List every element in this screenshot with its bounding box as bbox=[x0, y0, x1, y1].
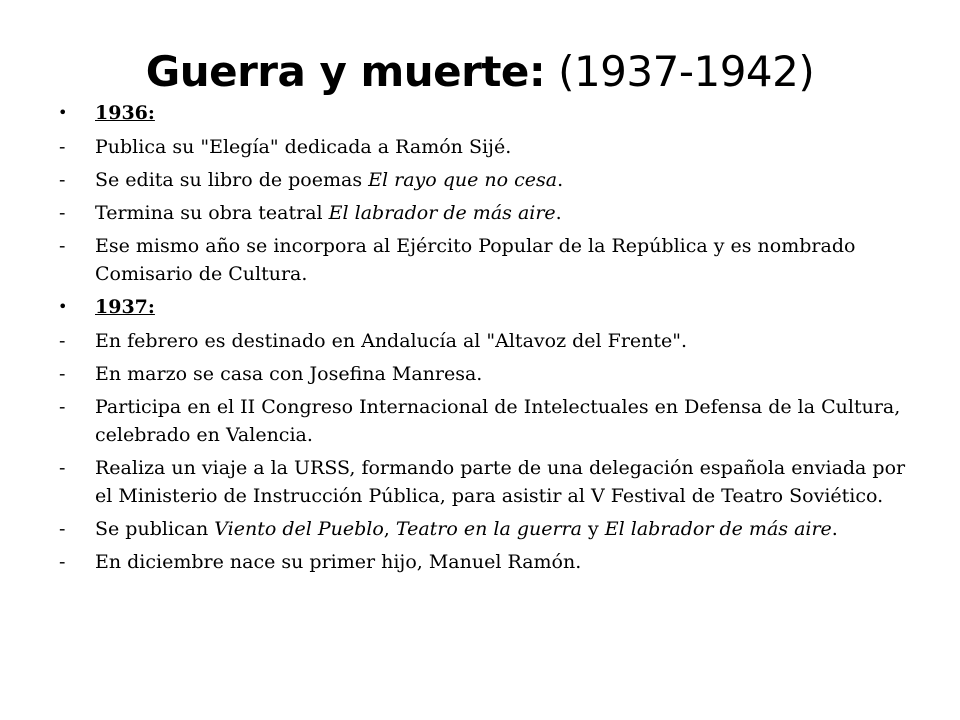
year-heading-1937 bbox=[58, 293, 908, 321]
item-text: En marzo se casa con Josefina Manresa. bbox=[95, 363, 483, 385]
item-text: . bbox=[555, 202, 562, 224]
play-title: El labrador de más aire bbox=[604, 518, 832, 540]
list-item bbox=[58, 327, 908, 355]
item-text: . bbox=[557, 169, 564, 191]
item-text: Realiza un viaje a la URSS, formando parte de una delegación española enviada por el Ministerio de Instrucción Pública, para asistir al V Festival de Teatro Soviético. bbox=[95, 457, 906, 507]
list-item bbox=[58, 548, 908, 576]
list-item bbox=[58, 232, 908, 288]
book-title: Teatro en la guerra bbox=[395, 518, 582, 540]
dash-icon: - bbox=[59, 396, 66, 418]
list-item bbox=[58, 454, 908, 510]
book-title: El rayo que no cesa bbox=[368, 169, 558, 191]
dash-icon: - bbox=[59, 202, 66, 224]
year-label: 1937: bbox=[95, 296, 155, 318]
list-item bbox=[58, 393, 908, 449]
title-years: (1937-1942) bbox=[558, 47, 815, 96]
list-item bbox=[58, 166, 908, 194]
list-item bbox=[58, 515, 908, 543]
title-main: Guerra y muerte: bbox=[145, 47, 546, 96]
item-text: . bbox=[831, 518, 838, 540]
dash-icon: - bbox=[59, 136, 66, 158]
item-text: Se edita su libro de poemas bbox=[95, 169, 369, 191]
list-item bbox=[58, 199, 908, 227]
year-heading-1936 bbox=[58, 99, 908, 127]
list-item bbox=[58, 133, 908, 161]
play-title: El labrador de más aire bbox=[328, 202, 556, 224]
item-text: En febrero es destinado en Andalucía al "Altavoz del Frente". bbox=[95, 330, 688, 352]
dash-icon: - bbox=[59, 169, 66, 191]
dash-icon: - bbox=[59, 551, 66, 573]
bullet-icon: • bbox=[58, 297, 68, 316]
bullet-icon: • bbox=[58, 103, 68, 122]
slide-title bbox=[0, 44, 960, 100]
item-text: En diciembre nace su primer hijo, Manuel Ramón. bbox=[95, 551, 582, 573]
dash-icon: - bbox=[59, 235, 66, 257]
item-text: Termina su obra teatral bbox=[95, 202, 329, 224]
book-title: Viento del Pueblo bbox=[214, 518, 384, 540]
item-text: Participa en el II Congreso Internacional de Intelectuales en Defensa de la Cultura, celebrado en Valencia. bbox=[95, 396, 901, 446]
dash-icon: - bbox=[59, 363, 66, 385]
item-text: , bbox=[383, 518, 396, 540]
slide-content bbox=[58, 95, 908, 581]
item-text: y bbox=[581, 518, 605, 540]
year-label: 1936: bbox=[95, 102, 155, 124]
item-text: Publica su "Elegía" dedicada a Ramón Sijé. bbox=[95, 136, 512, 158]
dash-icon: - bbox=[59, 457, 66, 479]
dash-icon: - bbox=[59, 330, 66, 352]
item-text: Ese mismo año se incorpora al Ejército Popular de la República y es nombrado Comisario de Cultura. bbox=[95, 235, 856, 285]
item-text: Se publican bbox=[95, 518, 215, 540]
dash-icon: - bbox=[59, 518, 66, 540]
list-item bbox=[58, 360, 908, 388]
